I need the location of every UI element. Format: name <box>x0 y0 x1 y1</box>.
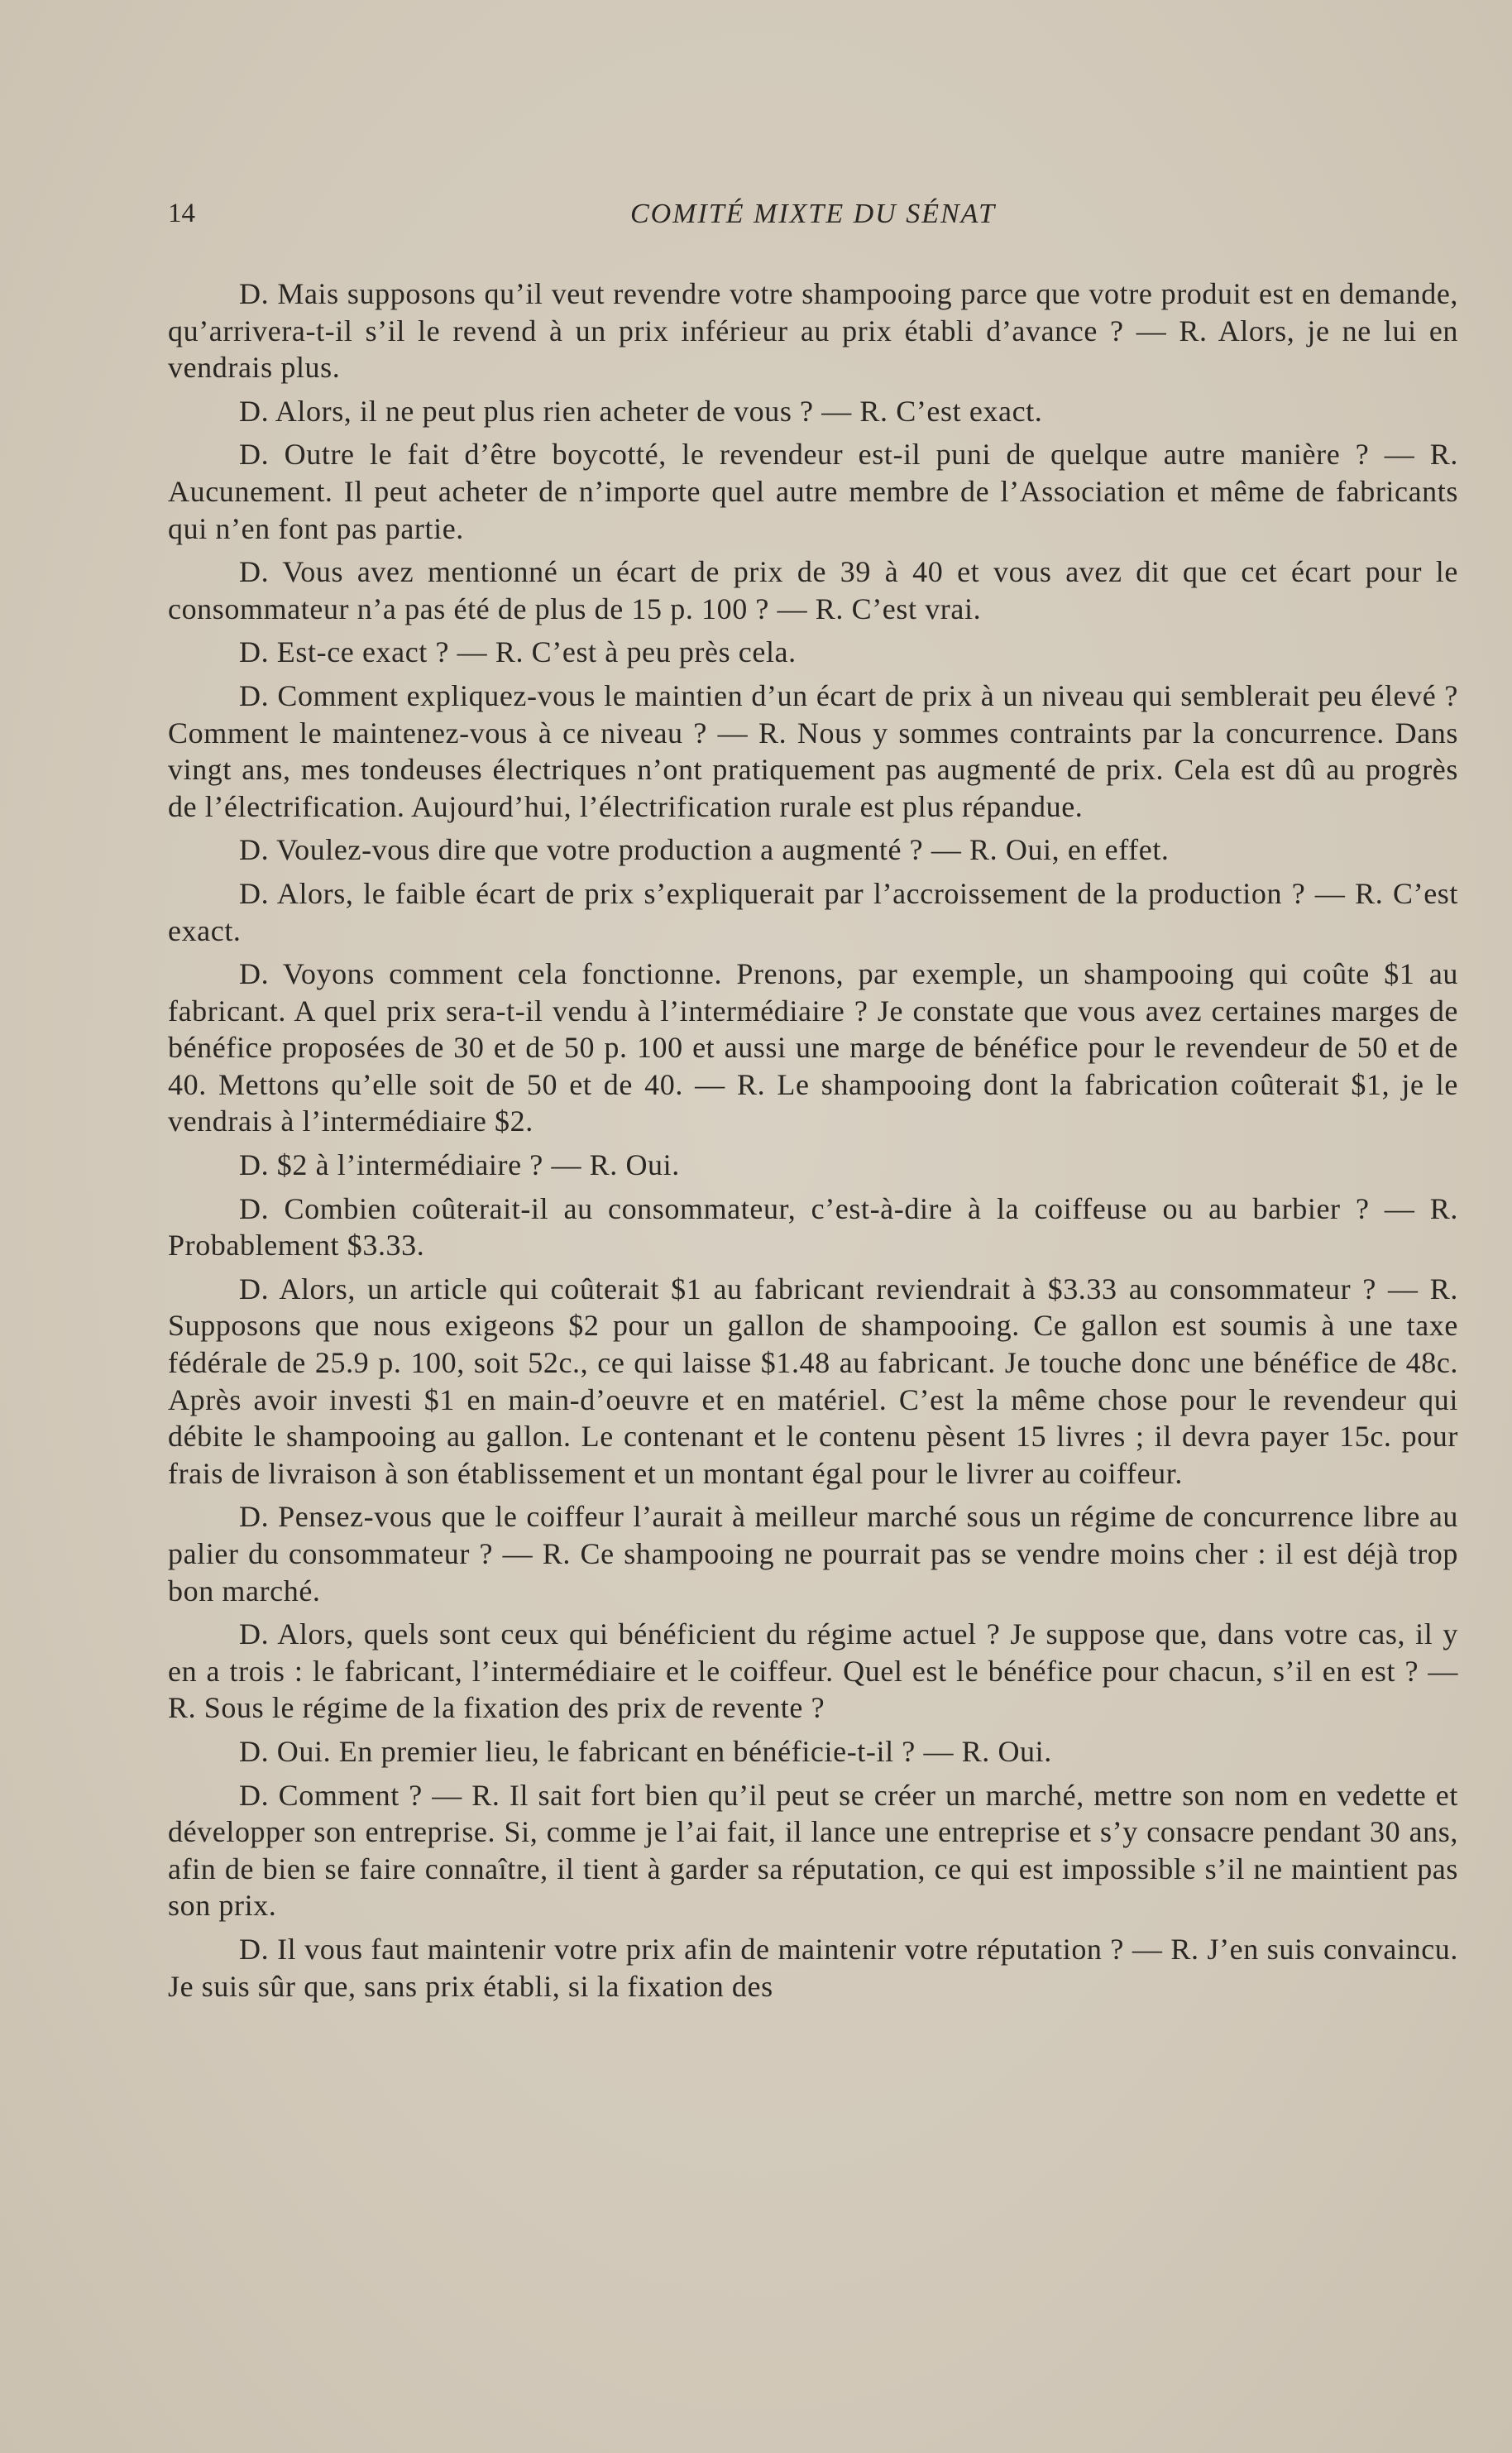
paragraph: D. Comment expliquez-vous le maintien d’un écart de prix à un niveau qui semblerait peu élevé ? Comment le maintenez-vous à ce niveau ? — R. Nous y sommes contraints par la concurrence. Dans vingt ans, mes tondeuses électriques n’ont pratiquement pas augmenté de prix. Cela est dû au progrès de l’électrification. Aujourd’hui, l’électrification rurale est plus répandue. <box>168 678 1458 823</box>
paragraph: D. Alors, le faible écart de prix s’expliquerait par l’accroissement de la production ? — R. C’est exact. <box>168 876 1458 947</box>
paragraph: D. Mais supposons qu’il veut revendre votre shampooing parce que votre produit est en demande, qu’arrivera-t-il s’il le revend à un prix inférieur au prix établi d’avance ? — R. Alors, je ne lui en vendrais plus. <box>168 277 1458 385</box>
paragraph: D. Pensez-vous que le coiffeur l’aurait à meilleur marché sous un régime de concurrence libre au palier du consommateur ? — R. Ce shampooing ne pourrait pas se vendre moins cher : il est déjà trop bon marché. <box>168 1500 1458 1607</box>
paragraph: D. Alors, il ne peut plus rien acheter de vous ? — R. C’est exact. <box>239 394 1043 428</box>
page-number: 14 <box>168 199 195 228</box>
paragraph: D. Il vous faut maintenir votre prix afin de maintenir votre réputation ? — R. J’en suis convaincu. Je suis sûr que, sans prix établi, si la fixation des <box>168 1932 1458 2003</box>
page-header <box>168 199 1458 240</box>
paragraph: D. $2 à l’intermédiaire ? — R. Oui. <box>239 1148 680 1182</box>
paragraph: D. Alors, un article qui coûterait $1 au fabricant reviendrait à $3.33 au consommateur ? — R. Supposons que nous exigeons $2 pour un gallon de shampooing. Ce gallon est soumis à une taxe fédérale de 25.9 p. 100, soit 52c., ce qui laisse $1.48 au fabricant. Je touche donc une bénéfice de 48c. Après avoir investi $1 en main-d’oeuvre et en matériel. C’est la même chose pour le revendeur qui débite le shampooing au gallon. Le contenant et le contenu pèsent 15 livres ; il devra payer 15c. pour frais de livraison à son établissement et un montant égal pour le livrer au coiffeur. <box>168 1272 1458 1490</box>
paragraph: D. Est-ce exact ? — R. C’est à peu près cela. <box>239 635 797 669</box>
paragraph: D. Voyons comment cela fonctionne. Prenons, par exemple, un shampooing qui coûte $1 au fabricant. A quel prix sera-t-il vendu à l’intermédiaire ? Je constate que vous avez certaines marges de bénéfice proposées de 30 et de 50 p. 100 et aussi une marge de bénéfice pour le revendeur de 50 et de 40. Mettons qu’elle soit de 50 et de 40. — R. Le shampooing dont la fabrication coûterait $1, je le vendrais à l’intermédiaire $2. <box>168 957 1458 1138</box>
paragraph: D. Vous avez mentionné un écart de prix de 39 à 40 et vous avez dit que cet écart pour le consommateur n’a pas été de plus de 15 p. 100 ? — R. C’est vrai. <box>168 555 1458 625</box>
paragraph: D. Oui. En premier lieu, le fabricant en bénéficie-t-il ? — R. Oui. <box>239 1734 1052 1768</box>
paragraph: D. Comment ? — R. Il sait fort bien qu’il peut se créer un marché, mettre son nom en vedette et développer son entreprise. Si, comme je l’ai fait, il lance une entreprise et s’y consacre pendant 30 ans, afin de bien se faire connaître, il tient à garder sa réputation, ce qui est impossible s’il ne maintient pas son prix. <box>168 1778 1458 1923</box>
body-text <box>168 275 1458 2011</box>
running-title: COMITÉ MIXTE DU SÉNAT <box>629 199 997 229</box>
paragraph: D. Outre le fait d’être boycotté, le revendeur est-il puni de quelque autre manière ? — R. Aucunement. Il peut acheter de n’importe quel autre membre de l’Association et même de fabricants qui n’en font pas partie. <box>168 438 1458 545</box>
paragraph: D. Combien coûterait-il au consommateur, c’est-à-dire à la coiffeuse ou au barbier ? — R. Probablement $3.33. <box>168 1191 1458 1262</box>
paragraph: D. Voulez-vous dire que votre production a augmenté ? — R. Oui, en effet. <box>239 833 1170 867</box>
paragraph: D. Alors, quels sont ceux qui bénéficient du régime actuel ? Je suppose que, dans votre cas, il y en a trois : le fabricant, l’intermédiaire et le coiffeur. Quel est le bénéfice pour chacun, s’il en est ? — R. Sous le régime de la fixation des prix de revente ? <box>168 1617 1458 1725</box>
